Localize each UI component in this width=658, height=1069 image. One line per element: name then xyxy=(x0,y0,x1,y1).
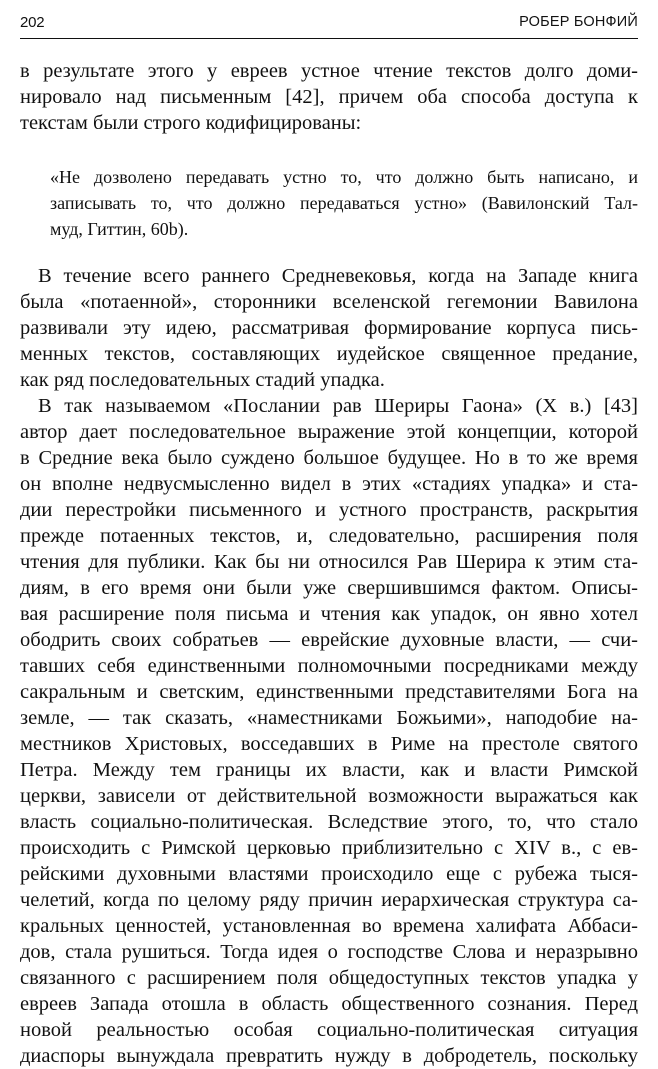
quote-line: записывать то, что должно передаваться устно» (Вавилонский Тал- xyxy=(50,193,638,213)
text-line: В течение всего раннего Средневековья, когда на Западе книга xyxy=(38,265,638,287)
text-line: земле, — так сказать, «наместниками Божьими», наподобие на- xyxy=(20,707,638,729)
text-line: В так называемом «Послании рав Шериры Гаона» (X в.) [43] xyxy=(38,395,638,417)
text-line: текстам были строго кодифицированы: xyxy=(20,112,362,134)
text-line: развивали эту идею, рассматривая формирование корпуса пись- xyxy=(20,317,638,339)
text-line: как ряд последовательных стадий упадка. xyxy=(20,369,385,391)
text-line: рейскими духовными властями происходило еще с рубежа тыся- xyxy=(20,863,638,885)
text-line: ободрить своих собратьев — еврейские духовные власти, — счи- xyxy=(20,629,638,651)
quote-line: «Не дозволено передавать устно то, что должно быть написано, и xyxy=(50,167,638,187)
text-line: диям, в его время они были уже свершившимся фактом. Описы- xyxy=(20,577,638,599)
text-line: он вполне недвусмысленно видел в этих «стадиях упадка» и ста- xyxy=(20,473,638,495)
text-line: сакральным и светским, единственными представителями Бога на xyxy=(20,681,638,703)
text-line: была «потаенной», сторонники вселенской гегемонии Вавилона xyxy=(20,291,638,313)
text-line: в результате этого у евреев устное чтение текстов долго доми- xyxy=(20,60,638,82)
text-line: нировало над письменным [42], причем оба способа доступа к xyxy=(20,86,638,108)
text-line: челетий, когда по целому ряду причин иерархическая структура са- xyxy=(20,889,638,911)
text-line: Петра. Между тем границы их власти, как и власти Римской xyxy=(20,759,638,781)
text-line: прежде потаенных текстов, и, следовательно, расширения поля xyxy=(20,525,638,547)
text-line: новой реальностью особая социально-политическая ситуация xyxy=(20,1019,638,1041)
text-line: автор дает последовательное выражение этой концепции, которой xyxy=(20,421,638,443)
text-line: происходить с Римской церковью приблизительно с XIV в., с ев- xyxy=(20,837,638,859)
text-line: церкви, зависели от действительной возможности выражаться как xyxy=(20,785,638,807)
text-line: местников Христовых, восседавших в Риме на престоле святого xyxy=(20,733,638,755)
text-line: тавших себя единственными полномочными посредниками между xyxy=(20,655,638,677)
text-line: связанного с расширением поля общедоступных текстов упадка у xyxy=(20,967,638,989)
text-line: кральных ценностей, установленная во времена халифата Аббаси- xyxy=(20,915,638,937)
running-head: РОБЕР БОНФИЙ xyxy=(519,14,638,30)
text-line: в Средние века было суждено большое будущее. Но в то же время xyxy=(20,447,638,469)
page-number: 202 xyxy=(20,14,45,31)
text-line: вая расширение поля письма и чтения как упадок, он явно хотел xyxy=(20,603,638,625)
text-line: дов, стала рушиться. Тогда идея о господстве Слова и неразрывно xyxy=(20,941,638,963)
text-line: менных текстов, составляющих иудейское священное предание, xyxy=(20,343,638,365)
header-rule xyxy=(20,38,638,39)
text-line: диаспоры вынуждала превратить нужду в добродетель, поскольку xyxy=(20,1045,638,1067)
page-header xyxy=(20,8,638,38)
text-line: власть социально-политическая. Вследствие этого, то, что стало xyxy=(20,811,638,833)
text-line: чтения для публики. Как бы ни относился Рав Шерира к этим ста- xyxy=(20,551,638,573)
text-line: дии перестройки письменного и устного пространств, раскрытия xyxy=(20,499,638,521)
quote-line: муд, Гиттин, 60b). xyxy=(50,219,189,239)
text-line: евреев Запада отошла в область общественного сознания. Перед xyxy=(20,993,638,1015)
